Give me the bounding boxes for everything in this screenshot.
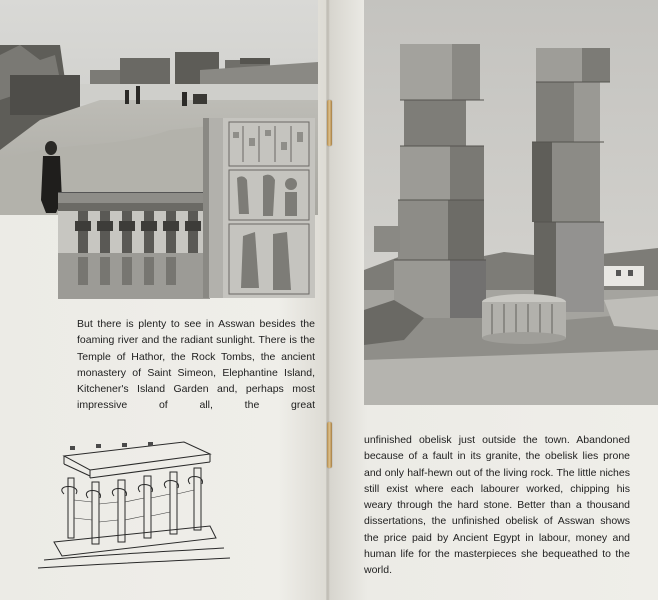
staple-bottom [327, 422, 332, 468]
staple-top [327, 100, 332, 146]
temple-ruins-pillars-photo [364, 0, 658, 405]
hieroglyph-relief-photo [203, 118, 315, 298]
center-fold [326, 0, 330, 600]
left-page-paragraph: But there is plenty to see in Asswan besides the foaming river and the radiant sunlight. There is the Temple of Hathor, the Rock Tombs, the ancient monastery of Saint Simeon, Elephantine Island, Kitchener's Island Garden and, perhaps most impressive of all, the great [77, 318, 315, 412]
right-page-paragraph: unfinished obelisk just outside the town. Abandoned because of a fault in its granite, the obelisk lies prone and only half-hewn out of the living rock. The little niches still exist where each labourer worked, chipping his weary through the hard stone. Better than a thousand dissertations, the unfinished obelisk of Asswan shows the price paid by Ancient Egypt in labour, money and human life for the masterpieces she bequeathed to the world. [364, 434, 630, 577]
kiosk-columns-photo [58, 192, 210, 299]
kiosk-of-trajan-sketch [34, 438, 234, 578]
